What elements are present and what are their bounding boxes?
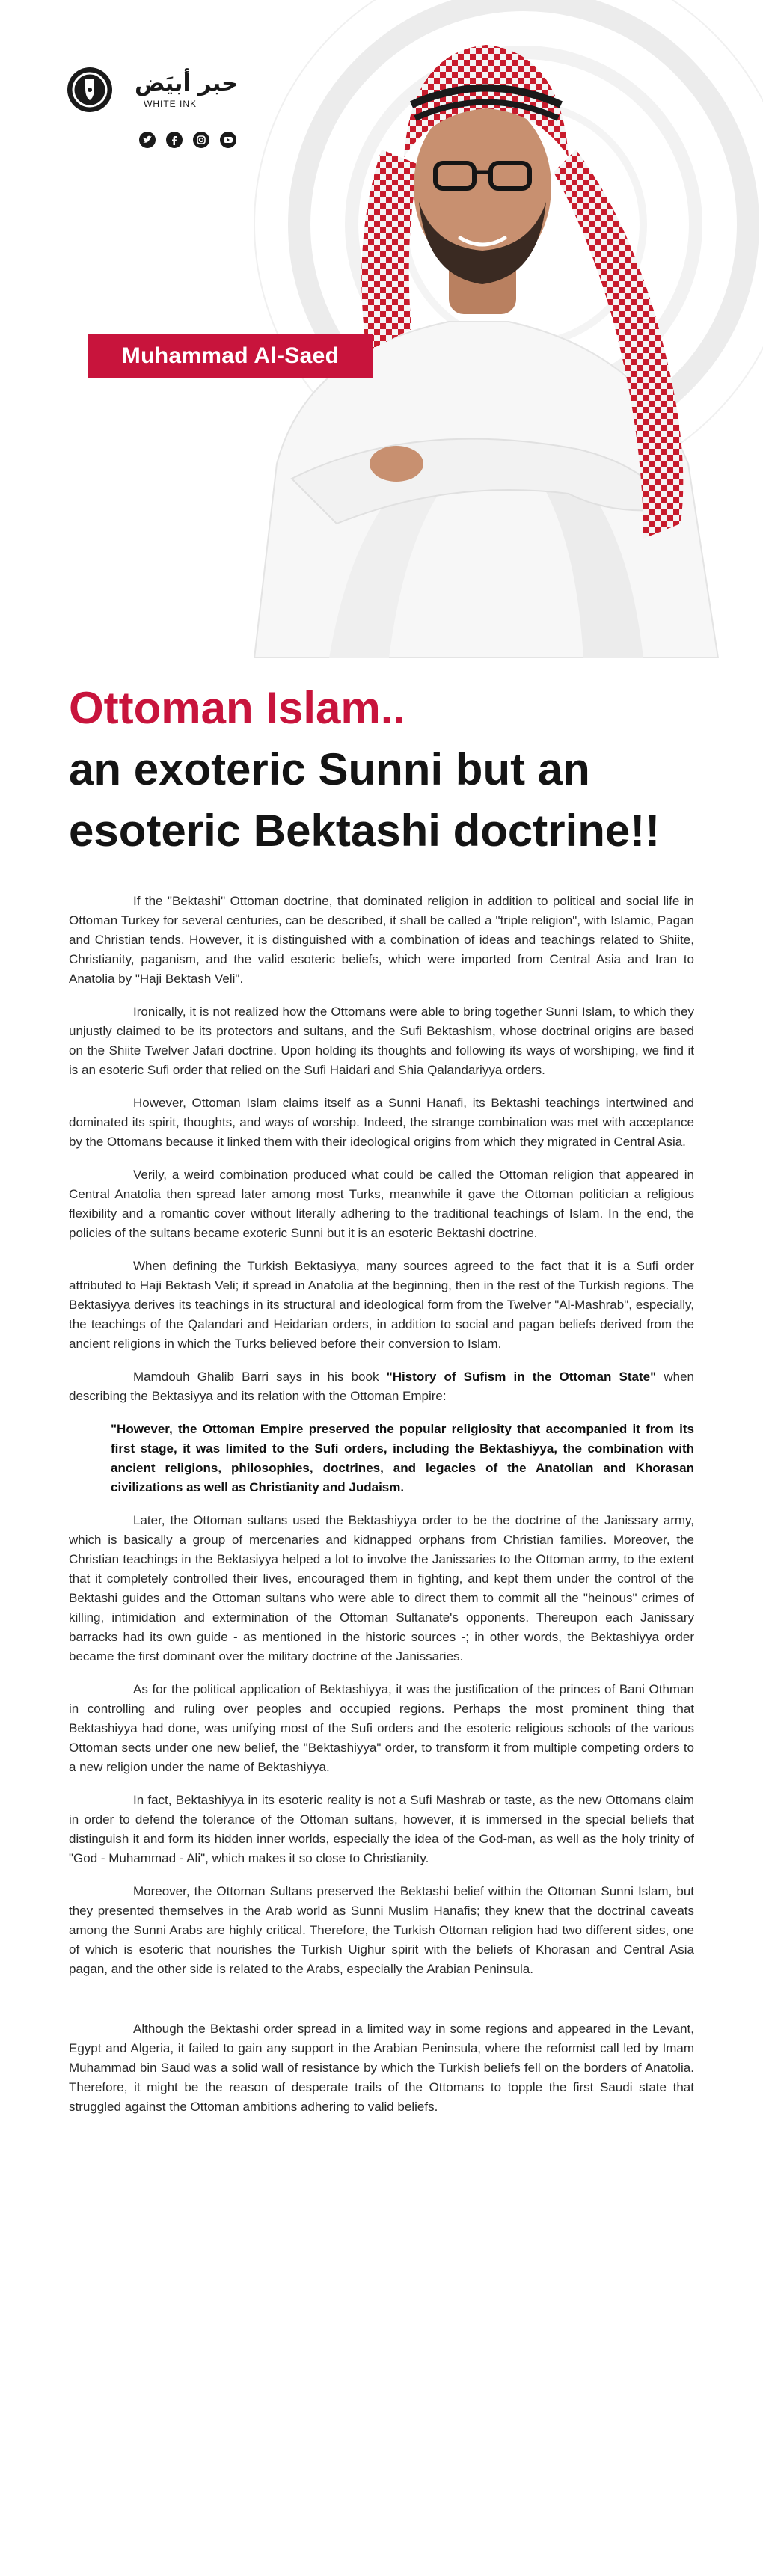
section-spacer — [69, 1993, 694, 2020]
article-body — [69, 892, 694, 2130]
title-line-3: esoteric Bektashi doctrine!! — [69, 806, 661, 856]
paragraph-4: Verily, a weird combination produced what could be called the Ottoman religion that appeared in Central Anatolia then spread later among most Turks, meanwhile it gave the Ottoman politician a religious flexibility and a romantic cover without literally adhering to the traditional teachings of Islam. In the end, the policies of the sultans became exoteric Sunni but it is an esoteric Bektashi doctrine. — [69, 1168, 694, 1240]
paragraph-11: Although the Bektashi order spread in a limited way in some regions and appeared in the Levant, Egypt and Algeria, it failed to gain any support in the Arabian Peninsula, where the reformist call led by Imam Muhammad bin Saud was a solid wall of resistance by which the Turkish beliefs fell on the borders of Anatolia. Therefore, it might be the reason of desperate trails of the Ottomans to topple the first Saudi state that struggled against the Ottoman ambitions adhering to valid beliefs. — [69, 2022, 694, 2114]
twitter-icon[interactable] — [139, 132, 156, 148]
facebook-icon[interactable] — [166, 132, 183, 148]
author-portrait — [224, 0, 763, 658]
hero-section — [0, 0, 763, 658]
social-links — [139, 132, 236, 148]
book-title: "History of Sufism in the Ottoman State" — [386, 1370, 657, 1384]
paragraph-7: Later, the Ottoman sultans used the Bektashiyya order to be the doctrine of the Janissary army, which is basically a group of mercenaries and kidnapped orphans from Christian families. Moreover, the Christian teachings in the Bektasiyya helped a lot to involve the Janissaries to the Ottoman army, to the extent that it completely controlled their lives, encouraged them in fighting, and kept them under the control of the Bektashi guides and the Ottoman sultans who were able to direct them to commit all the "heinous" crimes of killing, intimidation and extermination of the Ottoman Sultanate's opponents. Thereupon each Janissary barracks had its own guide - as mentioned in the historic sources -; in other words, the Bektashiyya order became the first dominant over the military doctrine of the Janissaries. — [69, 1513, 694, 1663]
brand-logo[interactable] — [66, 66, 245, 118]
paragraph-6-lead: Mamdouh Ghalib Barri says in his book — [133, 1370, 387, 1384]
title-line-1: Ottoman Islam.. — [69, 683, 406, 733]
brand-name-english: WHITE INK — [144, 99, 197, 109]
ink-logo-icon — [66, 66, 114, 114]
paragraph-1: If the "Bektashi" Ottoman doctrine, that dominated religion in addition to political and social life in Ottoman Turkey for several centuries, can be described, it shall be called a "triple religion", with Islamic, Pagan and Christian tends. However, it is distinguished with a combination of ideas and teachings related to Shiite, Christianity, paganism, and the valid esoteric beliefs, which were imported from Central Asia and Iran to Anatolia by "Haji Bektash Veli". — [69, 894, 694, 986]
paragraph-5: When defining the Turkish Bektasiyya, many sources agreed to the fact that it is a Sufi order attributed to Haji Bektash Veli; it spread in Anatolia at the beginning, then in the rest of the Turkish regions. The Bektasiyya derives its teachings in its structural and ideological form from the Twelver "Al-Mashrab", especially, the teachings of the Qalandari and Heidarian orders, in addition to social and pagan beliefs derived from the ancient religions in which the Turks believed before their conversion to Islam. — [69, 1259, 694, 1351]
paragraph-10: Moreover, the Ottoman Sultans preserved the Bektashi belief within the Ottoman Sunni Islam, but they presented themselves in the Arab world as Sunni Muslim Hanafis; they knew that the doctrinal caveats among the Sunni Arabs are highly critical. Therefore, the Turkish Ottoman religion had two different sides, one of which is esoteric that nourishes the Turkish Uighur spirit with the beliefs of Khorasan and Central Asia pagan, and the other side is related to the Arabs, especially the Arabian Peninsula. — [69, 1884, 694, 1976]
paragraph-3: However, Ottoman Islam claims itself as a Sunni Hanafi, its Bektashi teachings intertwined and dominated its spirit, thoughts, and ways of worship. Indeed, the strange combination was met with acceptance by the Ottomans because it linked them with their ideological origins from which they migrated in Central Asia. — [69, 1096, 694, 1149]
paragraph-2: Ironically, it is not realized how the Ottomans were able to bring together Sunni Islam, to which they unjustly claimed to be its protectors and sultans, and the Sufi Bektashism, whose doctrinal origins are based on the Shiite Twelver Jafari doctrine. Upon holding its thoughts and following its ways of worshiping, we find it is an esoteric Sufi order that relied on the Sufi Haidari and Shia Qalandariyya orders. — [69, 1005, 694, 1077]
author-name-tag: Muhammad Al-Saed — [88, 334, 373, 378]
paragraph-9: In fact, Bektashiyya in its esoteric reality is not a Sufi Mashrab or taste, as the new Ottomans claim in order to defend the tolerance of the Ottoman sultans, however, it is immersed in the special beliefs that distinguish it and form its hidden inner worlds, especially the idea of the God-man, as well as the holy trinity of "God - Muhammad - Ali", which makes it so close to Christianity. — [69, 1793, 694, 1865]
brand-name-arabic: حبر أبيَض — [135, 70, 238, 96]
paragraph-6-tail: when describing the Bektasiyya and its relation with the Ottoman Empire: — [69, 1370, 694, 1403]
article-title — [69, 678, 712, 862]
block-quote: "However, the Ottoman Empire preserved the popular religiosity that accompanied it from its first stage, it was limited to the Sufi orders, including the Bektashiyya, the combination with ancient religions, philosophies, doctrines, and legacies of the Anatolian and Khorasan civilizations as well as Christianity and Judaism. — [111, 1422, 694, 1494]
instagram-icon[interactable] — [193, 132, 209, 148]
paragraph-8: As for the political application of Bektashiyya, it was the justification of the princes of Bani Othman in controlling and ruling over peoples and occupied regions. Perhaps the most prominent thing that Bektashiyya had done, was unifying most of the Sufi orders and the esoteric religious schools of the various Ottoman sects under one new belief, the "Bektashiyya" order, to transform it from multiple competing orders to a new religion under the name of Bektashiyya. — [69, 1682, 694, 1774]
title-line-2: an exoteric Sunni but an — [69, 744, 590, 794]
paragraph-6 — [69, 1367, 694, 1406]
